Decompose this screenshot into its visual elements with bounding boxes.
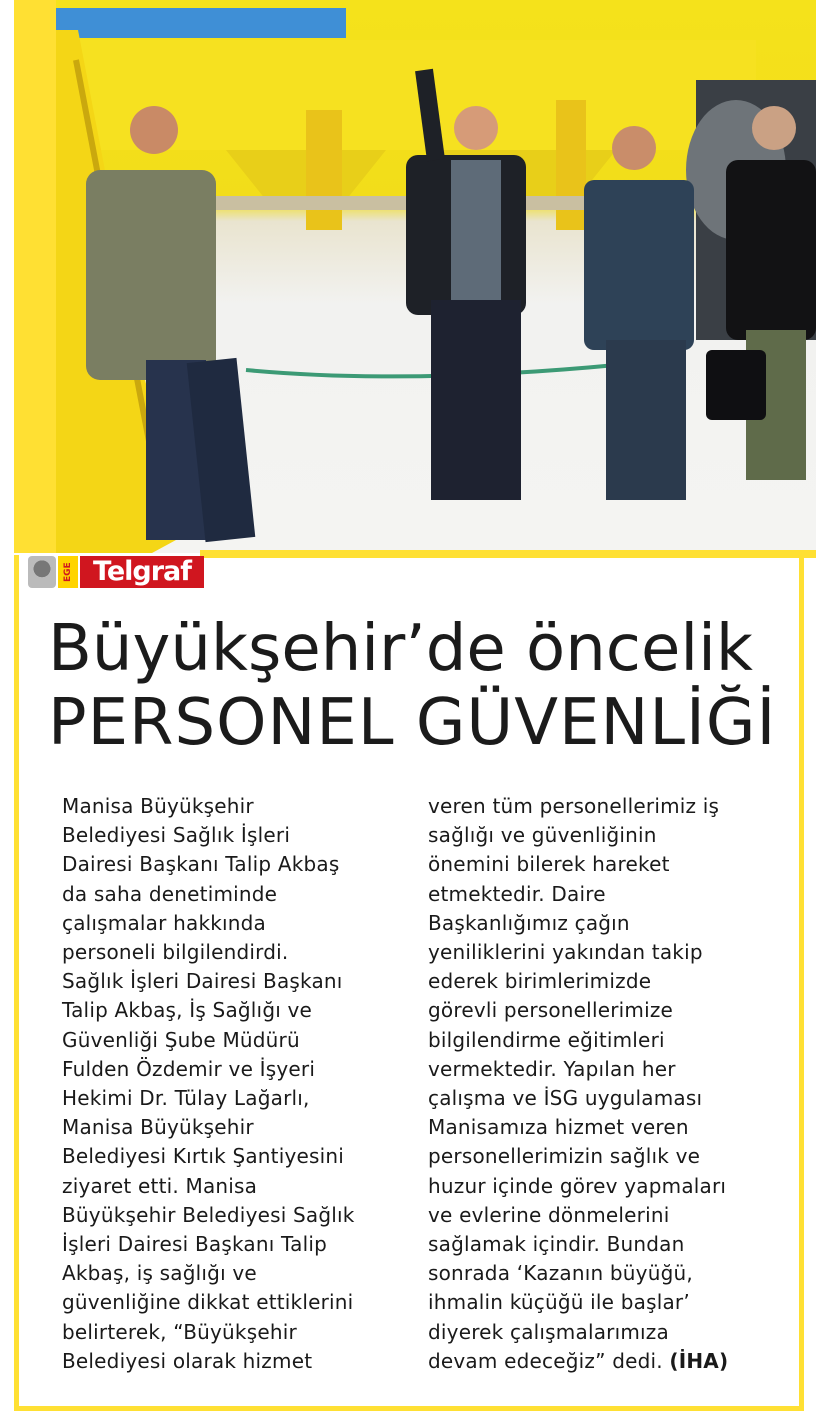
- article-line: bilgilendirme eğitimleri: [428, 1027, 665, 1052]
- article-line: huzur içinde görev yapmaları: [428, 1173, 727, 1198]
- article-line: Manisamıza hizmet veren: [428, 1115, 689, 1140]
- article-line: Manisa Büyükşehir: [62, 794, 254, 818]
- article-line: sonrada ‘Kazanın büyüğü,: [428, 1261, 693, 1286]
- article-line: veren tüm personellerimiz iş: [428, 794, 720, 818]
- article-line: diyerek çalışmalarımıza: [428, 1319, 669, 1344]
- photo-yellow-edge: [14, 0, 58, 553]
- logo-telgraf: Telgraf: [80, 556, 204, 588]
- photo-illustration: [56, 0, 816, 553]
- headline-line-2: PERSONEL GÜVENLİĞİ: [48, 686, 777, 760]
- article-line: Manisa Büyükşehir: [62, 1115, 254, 1140]
- article-line: Belediyesi Kırtık Şantiyesini: [62, 1144, 345, 1169]
- article-last-line: [428, 1347, 778, 1376]
- article-line: ve evlerine dönmelerini: [428, 1202, 670, 1227]
- article-line: Dairesi Başkanı Talip Akbaş: [62, 852, 340, 877]
- article-line: Talip Akbaş, İş Sağlığı ve: [62, 998, 313, 1023]
- article-line: ihmalin küçüğü ile başlar’: [428, 1290, 690, 1315]
- article-line: sağlığı ve güvenliğinin: [428, 823, 657, 848]
- article-line: vermektedir. Yapılan her: [428, 1056, 676, 1081]
- article-line: Fulden Özdemir ve İşyeri: [62, 1056, 316, 1081]
- article-line: görevli personellerimize: [428, 998, 674, 1023]
- article-line: Başkanlığımız çağın: [428, 910, 630, 935]
- article-left-column: [62, 792, 412, 1376]
- article-line: Güvenliği Şube Müdürü: [62, 1027, 300, 1052]
- article-line: İşleri Dairesi Başkanı Talip: [62, 1232, 327, 1257]
- article-line: personeli bilgilendirdi.: [62, 940, 289, 965]
- article-line: ziyaret etti. Manisa: [62, 1173, 258, 1198]
- article-line: Büyükşehir Belediyesi Sağlık: [62, 1202, 355, 1227]
- article-line: Belediyesi Sağlık İşleri: [62, 823, 291, 848]
- ege-telgraf-logo: [28, 554, 206, 590]
- article-line: belirterek, “Büyükşehir: [62, 1319, 297, 1344]
- article-line: sağlamak içindir. Bundan: [428, 1232, 685, 1257]
- headline-line-1: Büyükşehir’de öncelik: [48, 612, 753, 686]
- article-line: önemini bilerek hareket: [428, 852, 670, 877]
- article-line: güvenliğine dikkat ettiklerini: [62, 1290, 354, 1315]
- logo-ege: EGE: [58, 556, 78, 588]
- article-line: da saha denetiminde: [62, 881, 278, 906]
- article-line: çalışma ve İSG uygulaması: [428, 1086, 703, 1111]
- article-line: personellerimizin sağlık ve: [428, 1144, 701, 1169]
- article-line: çalışmalar hakkında: [62, 910, 266, 935]
- article-line: Akbaş, iş sağlığı ve: [62, 1261, 257, 1286]
- article-line: Hekimi Dr. Tülay Lağarlı,: [62, 1086, 310, 1111]
- last-line-text: devam edeceğiz” dedi.: [428, 1348, 663, 1373]
- article-line: Sağlık İşleri Dairesi Başkanı: [62, 969, 343, 994]
- news-photo: [56, 0, 816, 553]
- article-line: ederek birimlerimizde: [428, 969, 652, 994]
- article-line: Belediyesi olarak hizmet: [62, 1348, 313, 1373]
- source-tag: (İHA): [669, 1348, 729, 1373]
- article-line: yeniliklerini yakından takip: [428, 940, 703, 965]
- portrait-icon: [28, 556, 56, 588]
- article-line: etmektedir. Daire: [428, 881, 606, 906]
- article-right-column: [428, 792, 778, 1376]
- headline: [48, 612, 788, 760]
